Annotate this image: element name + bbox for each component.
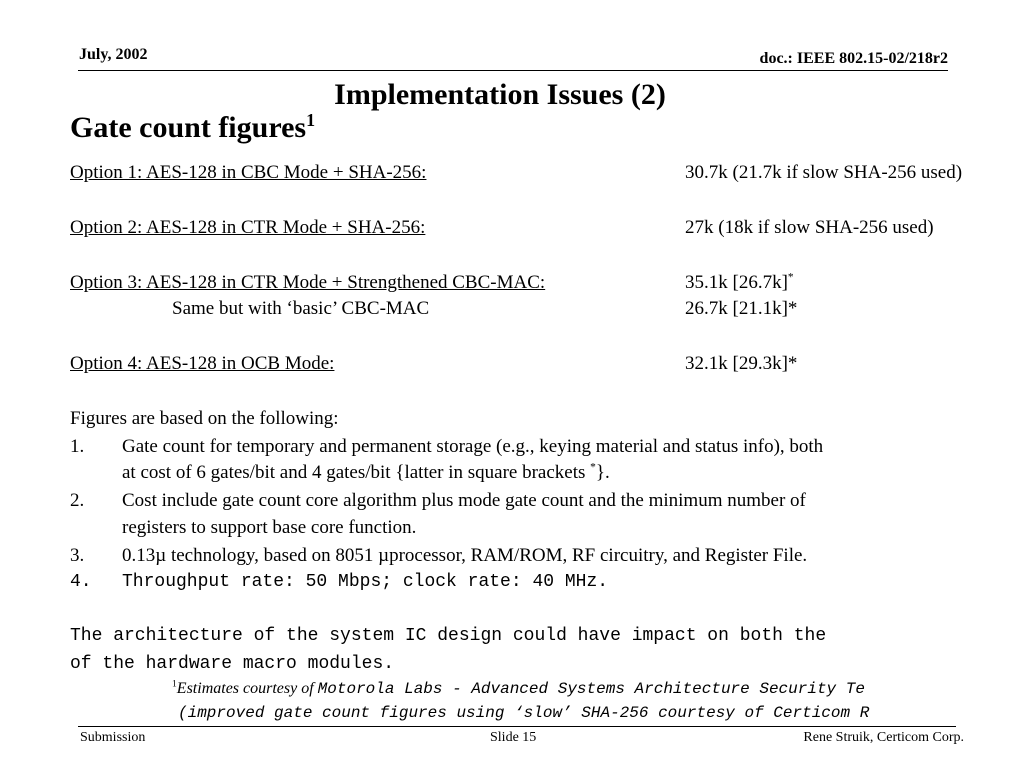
slide-title: Implementation Issues (2) — [334, 78, 666, 111]
header-rule — [78, 70, 948, 71]
option-3-value: 35.1k [26.7k]* — [685, 271, 794, 293]
subtitle-text: Gate count figures — [70, 111, 307, 144]
list-item-3-number: 3. — [70, 545, 85, 566]
footnote-line-2: (improved gate count figures using ‘slow’ SHA-256 courtesy of Certicom R — [178, 704, 870, 722]
list-item-3-line1: 0.13µ technology, based on 8051 µprocessor, RAM/ROM, RF circuitry, and Register File. — [122, 545, 808, 566]
architecture-line-2: of the hardware macro modules. — [70, 654, 395, 674]
option-4-label: Option 4: AES-128 in OCB Mode: — [70, 353, 335, 374]
header-date: July, 2002 — [79, 46, 148, 63]
option-2-label: Option 2: AES-128 in CTR Mode + SHA-256: — [70, 217, 426, 238]
footer-submission: Submission — [80, 730, 146, 745]
footnote-source: Motorola Labs - Advanced Systems Architecture Security Te — [317, 680, 865, 698]
option-3-label: Option 3: AES-128 in CTR Mode + Strengthened CBC-MAC: — [70, 272, 546, 293]
list-item-2-number: 2. — [70, 490, 85, 511]
footnote-mark: 1 — [172, 680, 177, 690]
subtitle-footnote-mark: 1 — [306, 110, 316, 130]
header-doc-id: doc.: IEEE 802.15-02/218r2 — [759, 50, 948, 67]
list-item-1-line2: at cost of 6 gates/bit and 4 gates/bit {latter in square brackets *}. — [122, 461, 610, 483]
option-1-label: Option 1: AES-128 in CBC Mode + SHA-256: — [70, 162, 427, 183]
footnote-italic: Estimates courtesy of — [176, 680, 318, 697]
option-3b-value: 26.7k [21.1k]* — [685, 298, 798, 319]
option-4-value: 32.1k [29.3k]* — [685, 353, 798, 374]
footer-slide-number: Slide 15 — [490, 730, 537, 745]
option-3b-label: Same but with ‘basic’ CBC-MAC — [172, 298, 430, 319]
footnote-line-1 — [172, 680, 1024, 698]
list-item-1-line1: Gate count for temporary and permanent storage (e.g., keying material and status info), both — [122, 436, 824, 457]
footer-author: Rene Struik, Certicom Corp. — [803, 730, 964, 745]
list-item-2-line2: registers to support base core function. — [122, 517, 417, 538]
list-item-1-number: 1. — [70, 436, 85, 457]
architecture-line-1: The architecture of the system IC design could have impact on both the — [70, 626, 827, 646]
list-item-4-number: 4. — [70, 572, 92, 592]
option-2-value: 27k (18k if slow SHA-256 used) — [685, 217, 934, 238]
list-item-4-line1: Throughput rate: 50 Mbps; clock rate: 40 MHz. — [122, 572, 609, 592]
basis-intro: Figures are based on the following: — [70, 408, 339, 429]
slide-subtitle — [70, 111, 315, 145]
option-1-value: 30.7k (21.7k if slow SHA-256 used) — [685, 162, 963, 183]
footer-rule — [78, 726, 956, 727]
list-item-2-line1: Cost include gate count core algorithm plus mode gate count and the minimum number of — [122, 490, 806, 511]
